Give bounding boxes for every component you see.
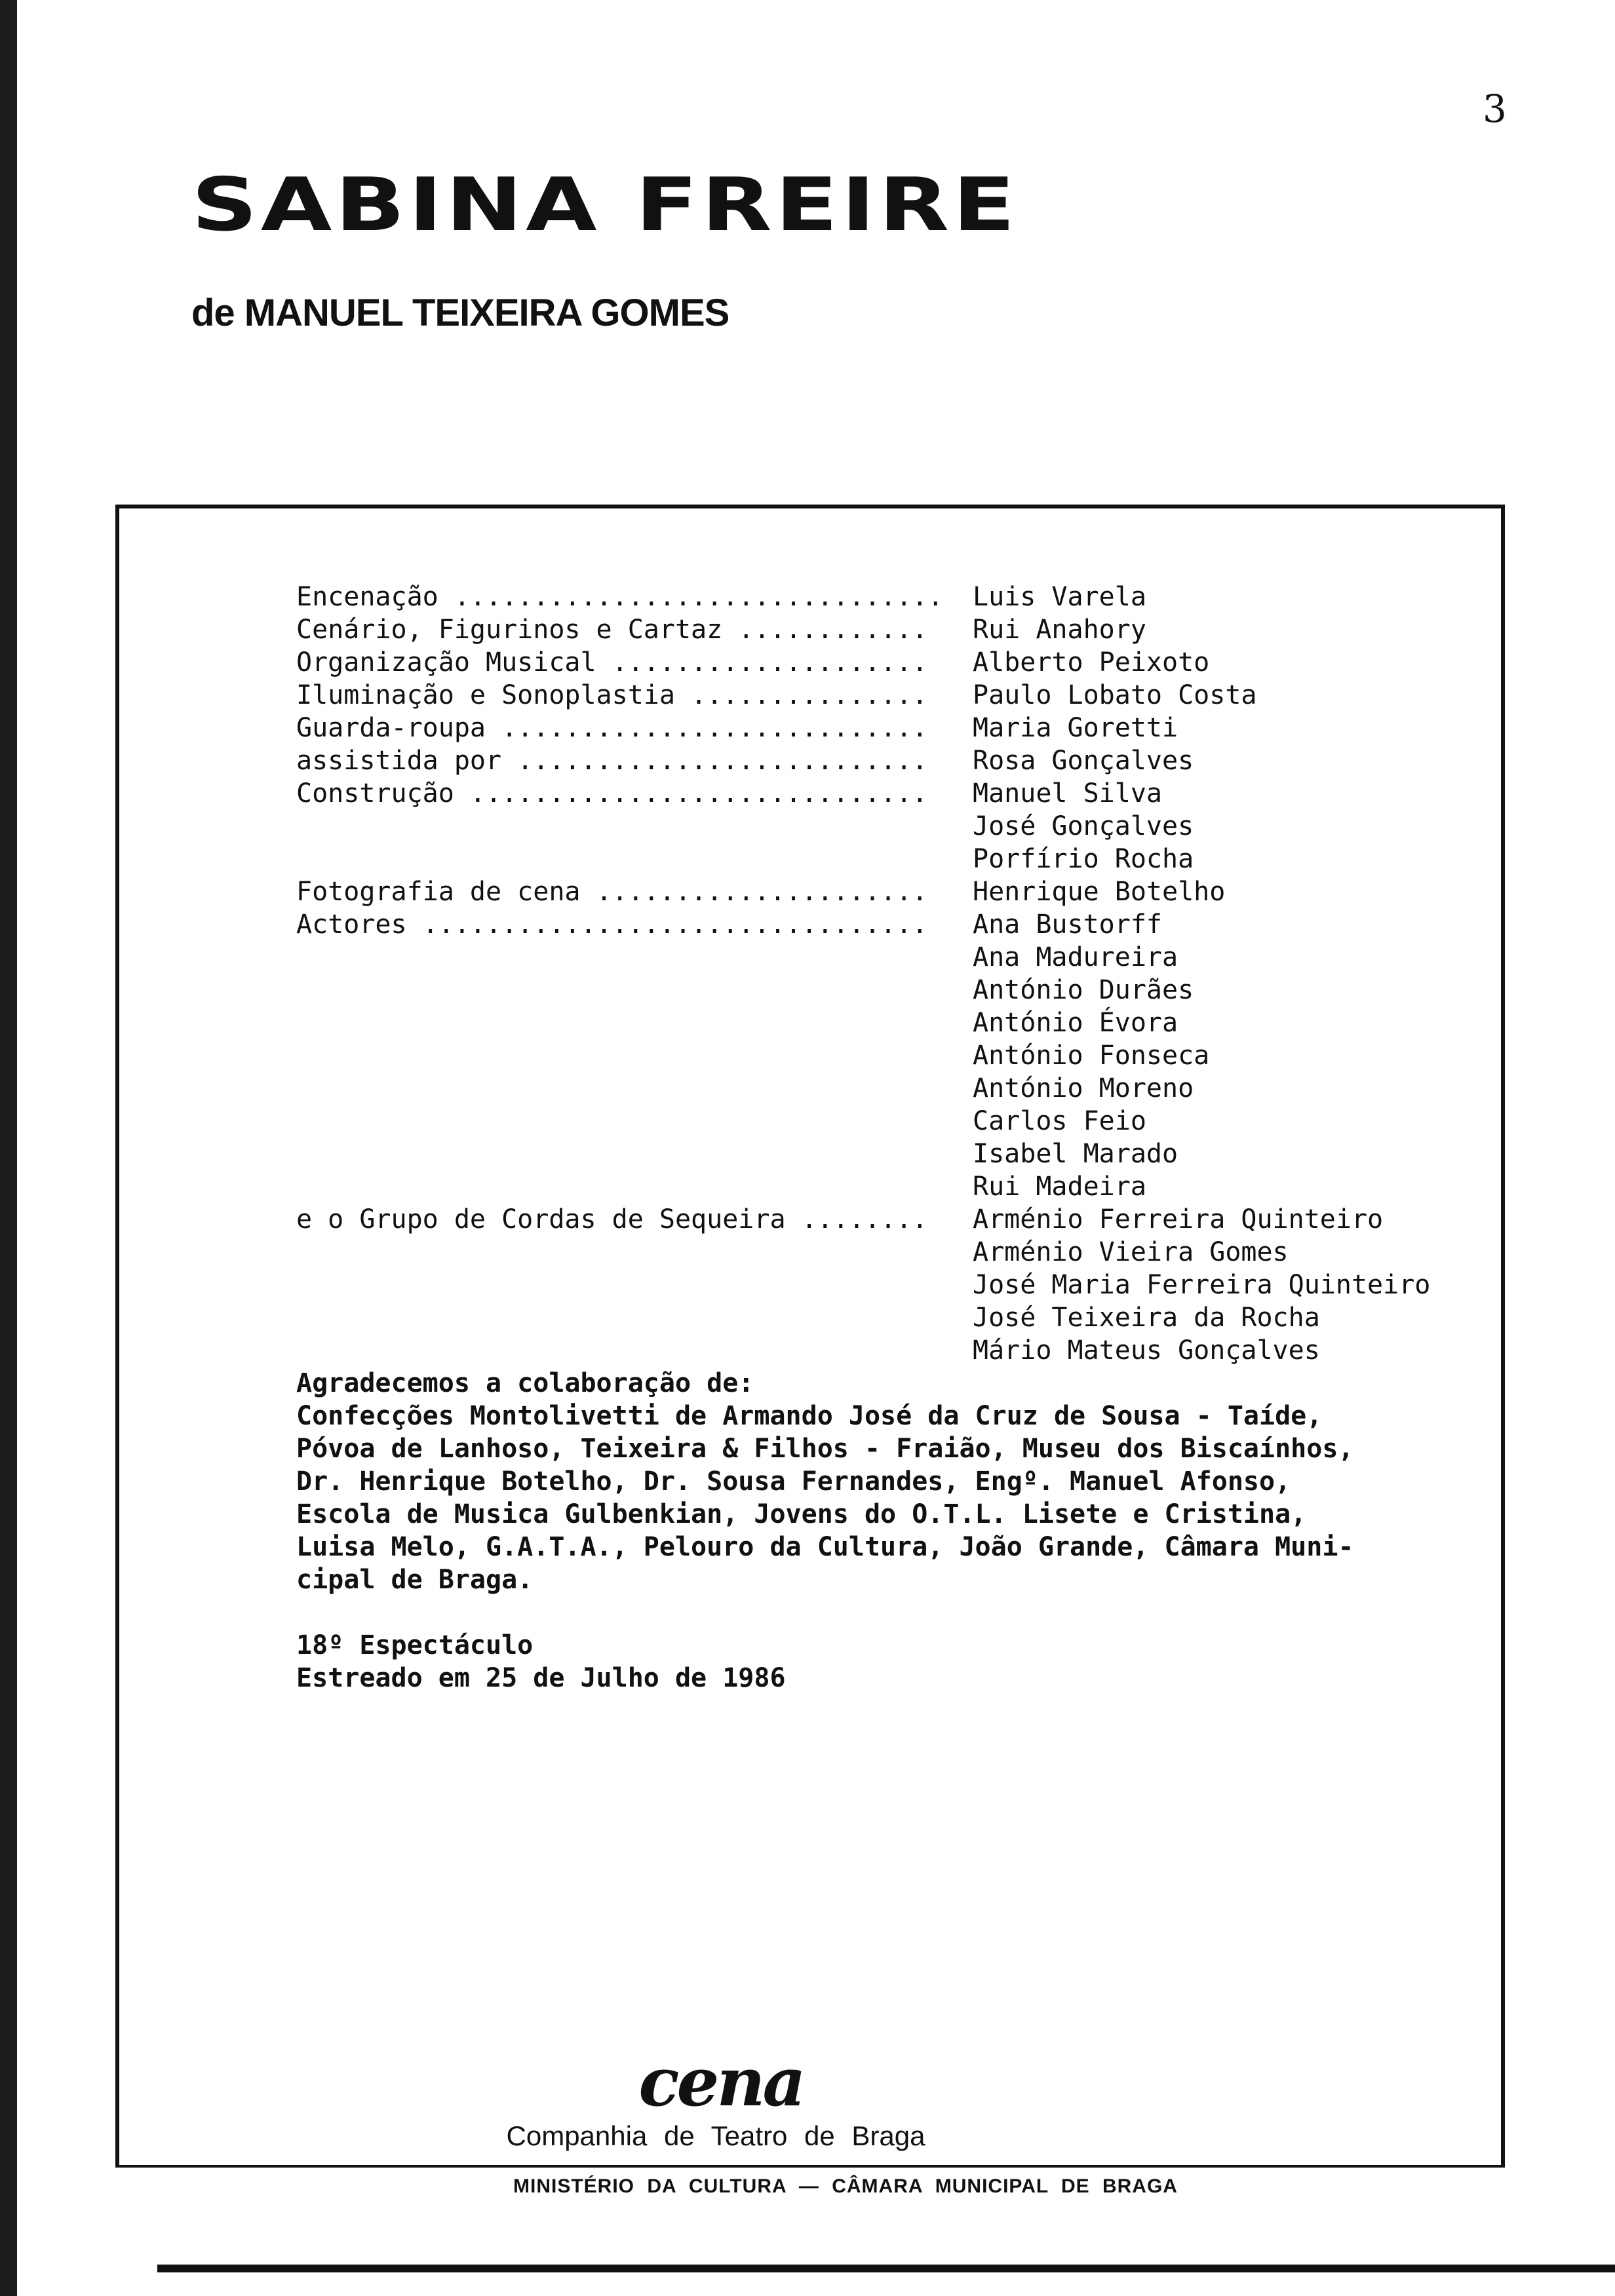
acknowledgements-line: Póvoa de Lanhoso, Teixeira & Filhos - Fraião, Museu dos Biscaínhos, bbox=[296, 1434, 1354, 1464]
credit-name: Luis Varela bbox=[973, 582, 1146, 612]
play-title: SABINA FREIRE bbox=[191, 163, 1019, 248]
credit-name: Ana Bustorff bbox=[973, 909, 1162, 940]
acknowledgements-line: Luisa Melo, G.A.T.A., Pelouro da Cultura, João Grande, Câmara Muni- bbox=[296, 1532, 1354, 1562]
credit-role: assistida por .......................... bbox=[296, 746, 928, 776]
credit-name: Rosa Gonçalves bbox=[973, 746, 1194, 776]
credit-name: Porfírio Rocha bbox=[973, 844, 1194, 874]
credit-name: Maria Goretti bbox=[973, 713, 1178, 743]
show-number: 18º Espectáculo bbox=[296, 1630, 534, 1660]
credit-role: Organização Musical .................... bbox=[296, 647, 928, 678]
page-number: 3 bbox=[1483, 86, 1507, 131]
credit-role: e o Grupo de Cordas de Sequeira ........ bbox=[296, 1204, 928, 1234]
show-info bbox=[296, 1629, 786, 1694]
credit-name: Arménio Ferreira Quinteiro bbox=[973, 1204, 1384, 1234]
acknowledgements-line: Escola de Musica Gulbenkian, Jovens do O.T.L. Lisete e Cristina, bbox=[296, 1499, 1307, 1529]
credit-name: Mário Mateus Gonçalves bbox=[973, 1335, 1320, 1366]
credit-name: Arménio Vieira Gomes bbox=[973, 1237, 1289, 1267]
credit-name: Alberto Peixoto bbox=[973, 647, 1210, 678]
credit-role: Iluminação e Sonoplastia ............... bbox=[296, 680, 928, 710]
premiere-date: Estreado em 25 de Julho de 1986 bbox=[296, 1663, 786, 1693]
credit-name: Paulo Lobato Costa bbox=[973, 680, 1257, 710]
acknowledgements-line: Confecções Montolivetti de Armando José da Cruz de Sousa - Taíde, bbox=[296, 1401, 1323, 1431]
credit-role: Cenário, Figurinos e Cartaz ............ bbox=[296, 615, 928, 645]
credit-role: Guarda-roupa ........................... bbox=[296, 713, 928, 743]
acknowledgements-line: Dr. Henrique Botelho, Dr. Sousa Fernandes, Engº. Manuel Afonso, bbox=[296, 1466, 1291, 1497]
scan-edge-bottom bbox=[157, 2265, 1615, 2272]
credit-name: José Maria Ferreira Quinteiro bbox=[973, 1270, 1431, 1300]
credit-name: José Gonçalves bbox=[973, 811, 1194, 841]
credit-name: Isabel Marado bbox=[973, 1139, 1178, 1169]
company-name: Companhia de Teatro de Braga bbox=[506, 2120, 925, 2151]
acknowledgements-heading: Agradecemos a colaboração de: bbox=[296, 1368, 754, 1398]
credit-name: Manuel Silva bbox=[973, 778, 1162, 809]
sponsors-line: MINISTÉRIO DA CULTURA — CÂMARA MUNICIPAL DE BRAGA bbox=[513, 2175, 1178, 2197]
credit-name: José Teixeira da Rocha bbox=[973, 1303, 1320, 1333]
credit-name: António Fonseca bbox=[973, 1041, 1210, 1071]
author-line: de MANUEL TEIXEIRA GOMES bbox=[191, 292, 730, 334]
credit-name: Ana Madureira bbox=[973, 942, 1178, 972]
credit-role: Encenação ............................... bbox=[296, 582, 944, 612]
credit-name: António Moreno bbox=[973, 1073, 1194, 1103]
credit-role: Construção ............................. bbox=[296, 778, 928, 809]
cena-logo: cena bbox=[638, 2043, 804, 2122]
credit-name: António Évora bbox=[973, 1008, 1178, 1038]
credit-role: Actores ................................ bbox=[296, 909, 928, 940]
credit-role: Fotografia de cena ..................... bbox=[296, 877, 928, 907]
scan-edge-left bbox=[0, 0, 17, 2296]
credit-name: Henrique Botelho bbox=[973, 877, 1226, 907]
acknowledgements bbox=[296, 1367, 1476, 1596]
credit-name: António Durães bbox=[973, 975, 1194, 1005]
credit-name: Rui Madeira bbox=[973, 1172, 1146, 1202]
credit-name: Rui Anahory bbox=[973, 615, 1146, 645]
credit-name: Carlos Feio bbox=[973, 1106, 1146, 1136]
acknowledgements-line: cipal de Braga. bbox=[296, 1565, 534, 1595]
